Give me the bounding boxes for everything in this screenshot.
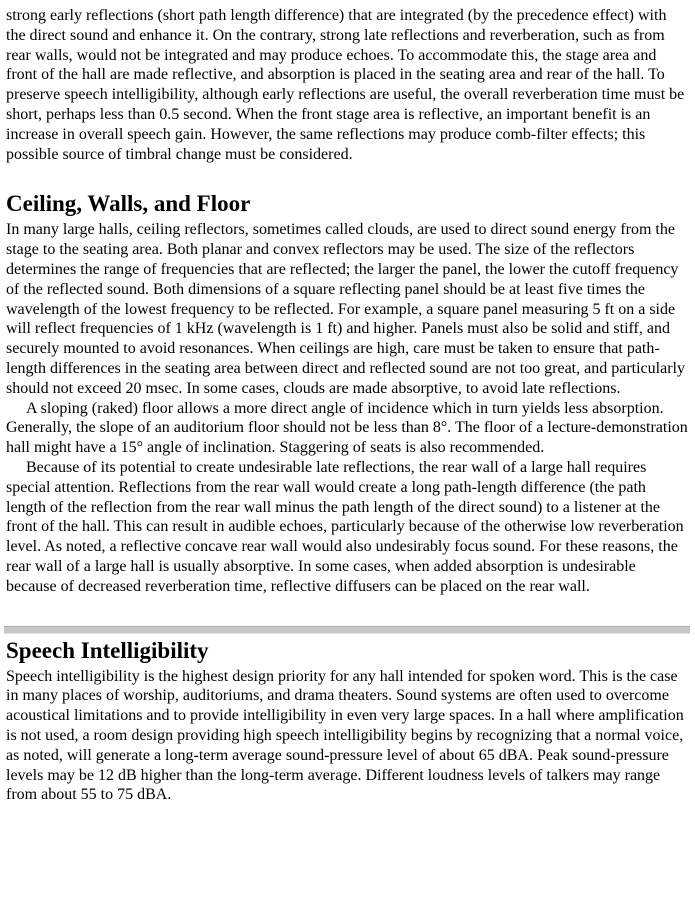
section-divider: [4, 626, 690, 634]
paragraph-rear-wall: Because of its potential to create undesirable late reflections, the rear wall of a large hall requires special attention. Reflections from the rear wall would create a long path-length difference (the path length of the reflection from the rear wall minus the path length of the direct sound) to a listener at the front of the hall. This can result in audible echoes, particularly because of the otherwise low reverberation level. As noted, a reflective concave rear wall would also undesirably focus sound. For these reasons, the rear wall of a large hall is usually absorptive. In some cases, when added absorption is undesirable because of decreased reverberation time, reflective diffusers can be placed on the rear wall.: [6, 458, 684, 595]
paragraph-ceiling-reflectors: In many large halls, ceiling reflectors, sometimes called clouds, are used to direct sound energy from the stage to the seating area. Both planar and convex reflectors may be used. The size of the reflectors determines the range of frequencies that are reflected; the larger the panel, the lower the cutoff frequency of the reflected sound. Both dimensions of a square reflecting panel should be at least five times the wavelength of the lowest frequency to be reflected. For example, a square panel measuring 5 ft on a side will reflect frequencies of 1 kHz (wavelength is 1 ft) and higher. Panels must also be solid and stiff, and securely mounted to avoid resonances. When ceilings are high, care must be taken to ensure that path-length differences in the seating area between direct and reflected sound are not too great, and particularly should not exceed 20 msec. In some cases, clouds are made absorptive, to avoid late reflections.: [6, 221, 685, 397]
section-heading-speech-intelligibility: Speech Intelligibility: [6, 637, 209, 663]
paragraph-speech-intelligibility: Speech intelligibility is the highest design priority for any hall intended for spoken word. This is the case in many places of worship, auditoriums, and drama theaters. Sound systems are often used to overcome acoustical limitations and to provide intelligibility in even very large spaces. In a hall where amplification is not used, a room design providing high speech intelligibility begins by recognizing that a normal voice, as noted, will generate a long-term average sound-pressure level of about 65 dBA. Peak sound-pressure levels may be 12 dB higher than the long-term average. Different loudness levels of talkers may range from about 55 to 75 dBA.: [6, 667, 684, 804]
continuation-paragraph: strong early reflections (short path length difference) that are integrated (by the precedence effect) with the direct sound and enhance it. On the contrary, strong late reflections and reverberation, such as from rear walls, would not be integrated and may produce echoes. To accommodate this, the stage area and front of the hall are made reflective, and absorption is placed in the seating area and rear of the hall. To preserve speech intelligibility, although early reflections are useful, the overall reverberation time must be short, perhaps less than 0.5 second. When the front stage area is reflective, an important benefit is an increase in overall speech gain. However, the same reflections may produce comb-filter effects; this possible source of timbral change must be considered.: [6, 7, 685, 163]
document-page: [6, 6, 689, 805]
paragraph-sloping-floor: A sloping (raked) floor allows a more direct angle of incidence which in turn yields less absorption. Generally, the slope of an auditorium floor should not be less than 8°. The floor of a lecture-demonstration hall might have a 15° angle of inclination. Staggering of seats is also recommended.: [6, 399, 688, 457]
section-heading-ceiling-walls-floor: Ceiling, Walls, and Floor: [6, 191, 251, 217]
